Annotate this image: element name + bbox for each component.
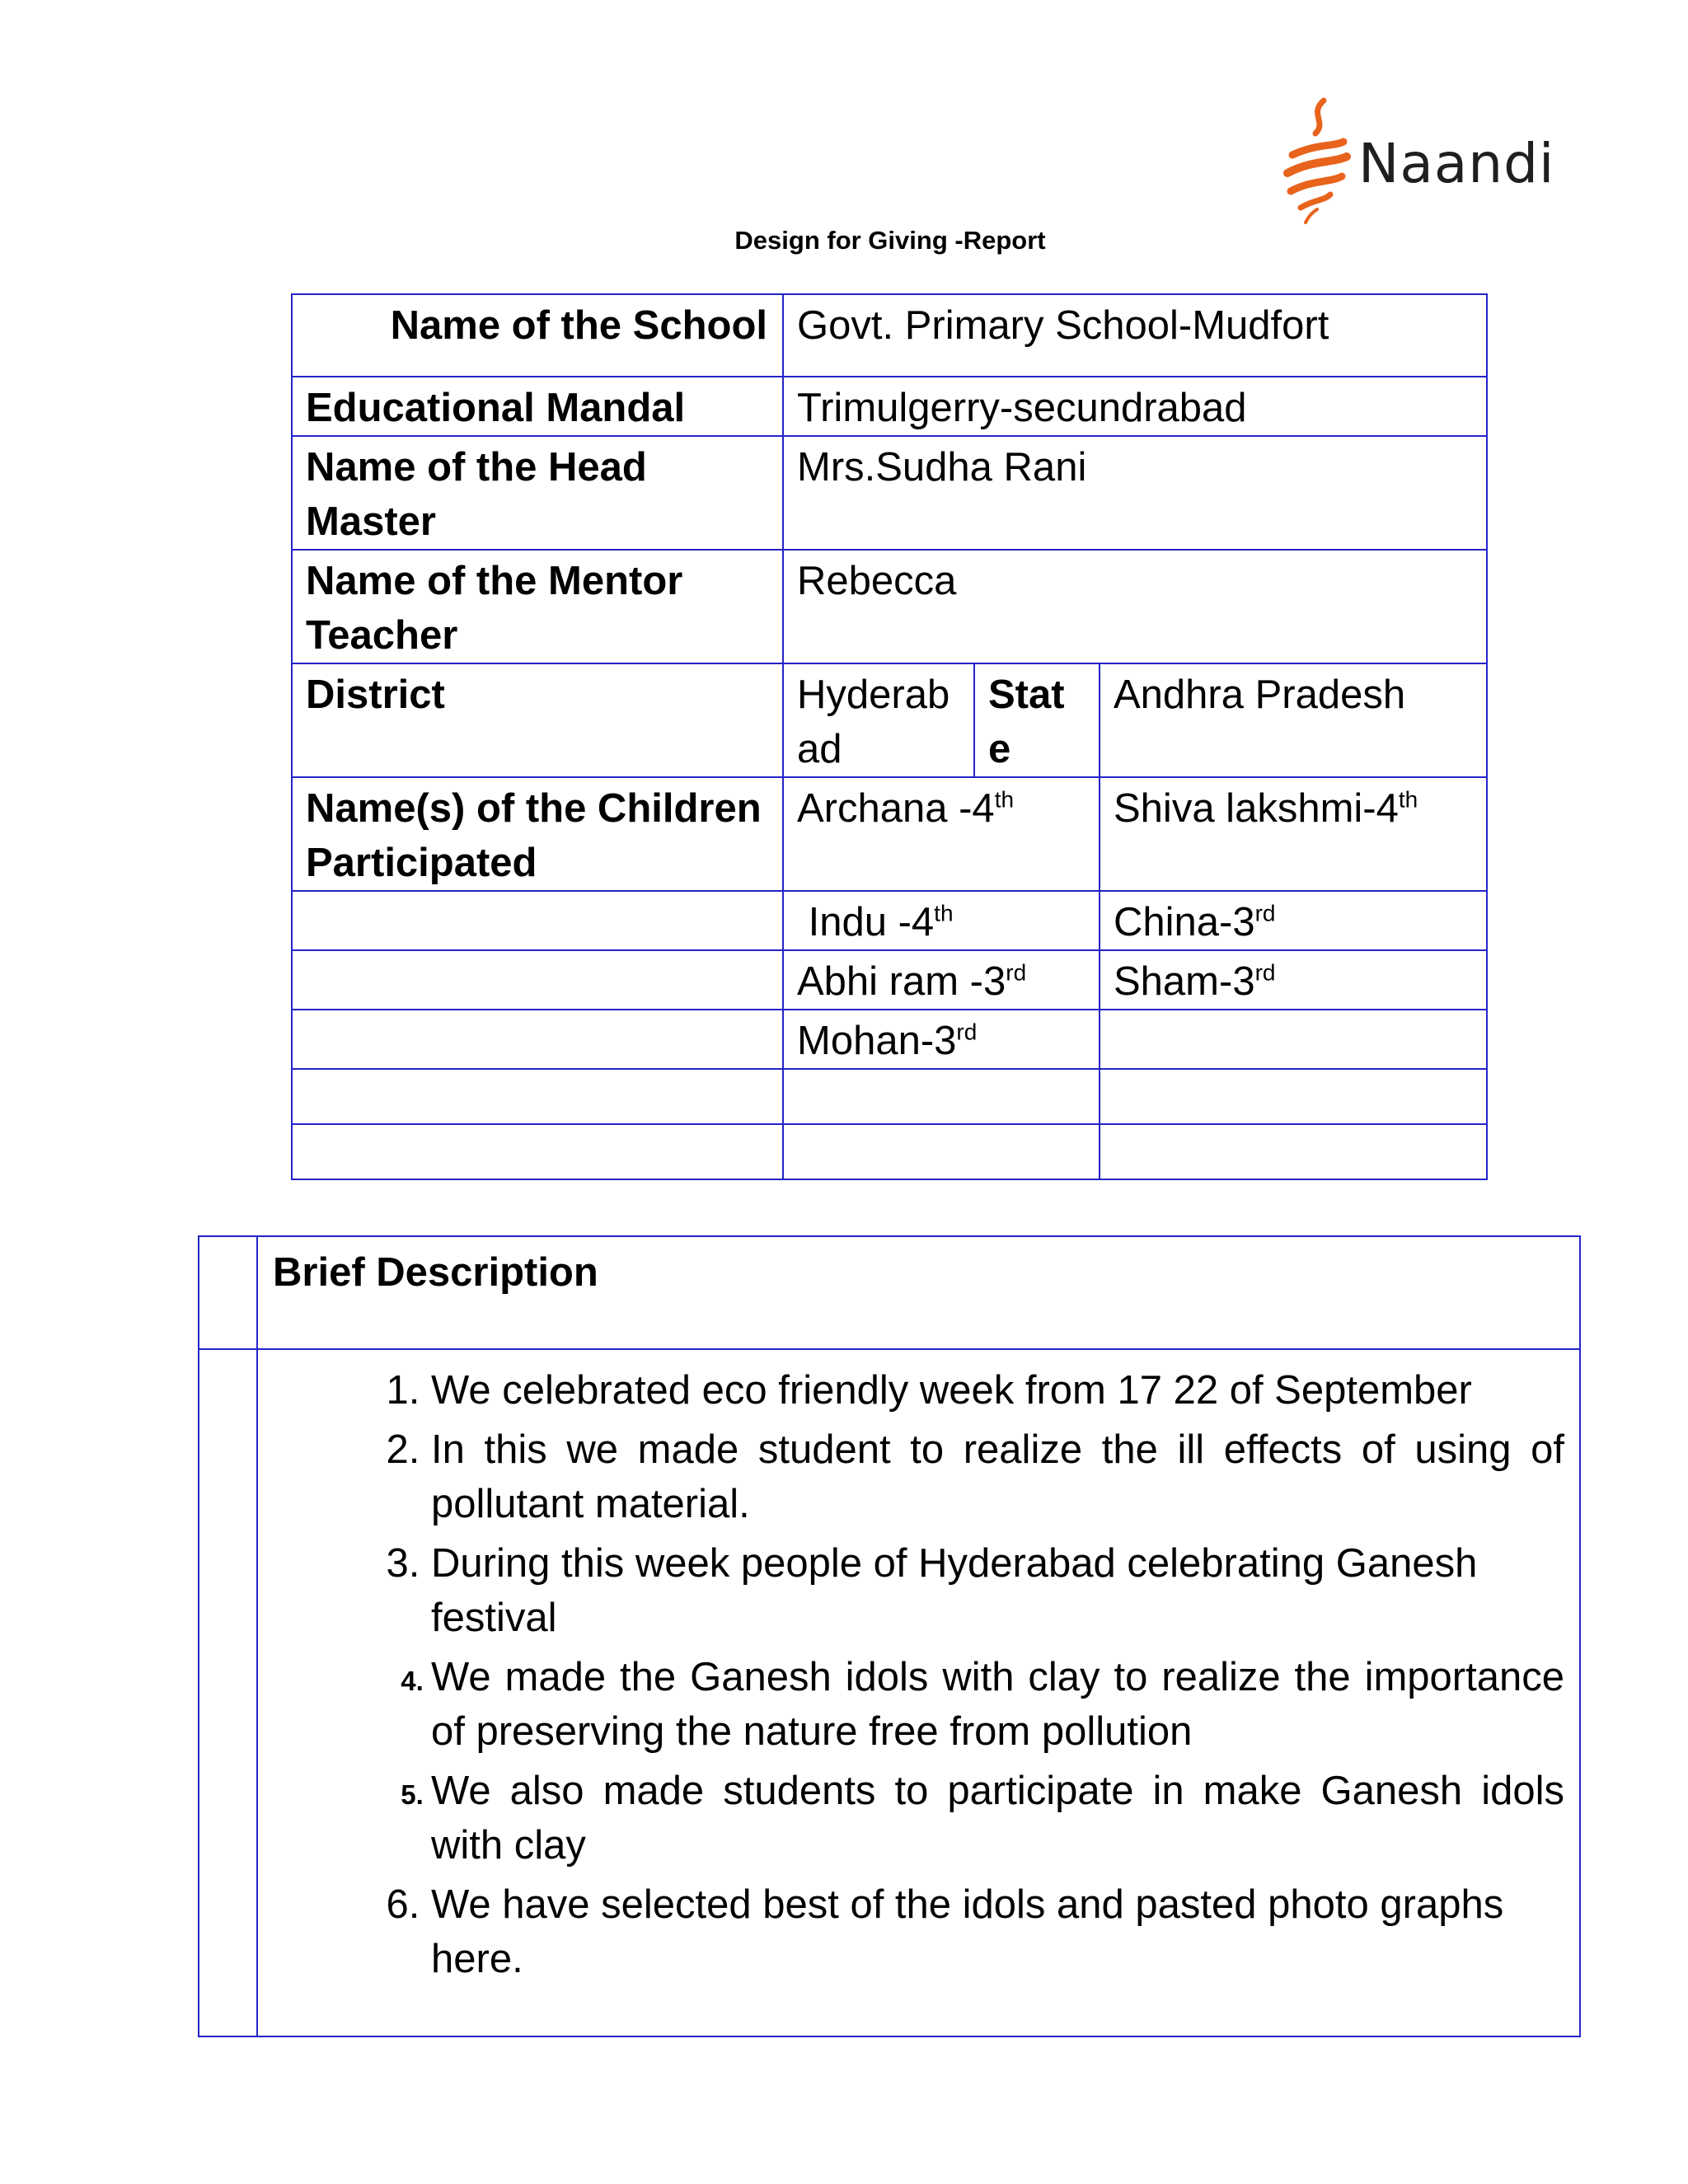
child-name — [783, 777, 1100, 891]
school-info-table — [291, 293, 1488, 1180]
mandal-value: Trimulgerry-secundrabad — [783, 377, 1487, 436]
list-item: 4. We made the Ganesh idols with clay to realize the importance of preserving the nature free from pollution — [431, 1650, 1564, 1759]
child-name-text: Abhi ram -3 — [797, 959, 1006, 1004]
district-value: Hyderabad — [783, 663, 974, 777]
list-item: 1. We celebrated eco friendly week from 17 22 of September — [431, 1363, 1564, 1418]
head-master-label: Name of the Head Master — [292, 436, 783, 550]
empty-row — [292, 1069, 1487, 1124]
children-label: Name(s) of the Children Participated — [292, 777, 783, 891]
child-name — [1100, 950, 1487, 1010]
grade-suffix: rd — [1254, 900, 1276, 926]
description-body-row — [199, 1349, 1580, 2036]
children-row — [292, 777, 1487, 891]
school-row — [292, 294, 1487, 377]
head-master-row — [292, 436, 1487, 550]
head-master-value: Mrs.Sudha Rani — [783, 436, 1487, 550]
school-label: Name of the School — [292, 294, 783, 377]
description-table — [198, 1235, 1581, 2037]
naandi-logo — [1276, 97, 1555, 229]
empty-cell — [292, 1069, 783, 1124]
empty-row — [292, 1124, 1487, 1179]
child-name — [783, 950, 1100, 1010]
empty-cell — [1100, 1069, 1487, 1124]
grade-suffix: th — [994, 786, 1015, 813]
child-name — [1100, 891, 1487, 950]
empty-cell — [292, 1124, 783, 1179]
empty-cell — [292, 891, 783, 950]
child-name — [783, 1010, 1100, 1069]
grade-suffix: rd — [1254, 959, 1276, 986]
children-row — [292, 1010, 1487, 1069]
logo-text: Naandi — [1358, 132, 1555, 195]
mentor-value: Rebecca — [783, 550, 1487, 663]
empty-cell — [292, 1010, 783, 1069]
grade-suffix: th — [1398, 786, 1418, 813]
child-name-text: Archana -4 — [797, 786, 995, 831]
district-label: District — [292, 663, 783, 777]
empty-cell — [783, 1124, 1100, 1179]
empty-cell — [1100, 1124, 1487, 1179]
description-heading: Brief Description — [257, 1236, 1580, 1349]
empty-cell — [1100, 1010, 1487, 1069]
state-value: Andhra Pradesh — [1100, 663, 1487, 777]
list-item: 3. During this week people of Hyderabad celebrating Ganesh festival — [431, 1536, 1564, 1645]
children-row — [292, 950, 1487, 1010]
empty-cell — [199, 1236, 257, 1349]
empty-cell — [292, 950, 783, 1010]
child-name-text: Sham-3 — [1114, 959, 1255, 1004]
mandal-label: Educational Mandal — [292, 377, 783, 436]
child-name-text: Indu -4 — [797, 900, 935, 944]
mandal-row — [292, 377, 1487, 436]
document-title: Design for Giving -Report — [734, 226, 1046, 255]
empty-cell — [783, 1069, 1100, 1124]
grade-suffix: rd — [1006, 959, 1027, 986]
empty-cell — [199, 1349, 257, 2036]
child-name-text: Shiva lakshmi-4 — [1114, 786, 1399, 831]
child-name — [1100, 777, 1487, 891]
children-row — [292, 891, 1487, 950]
description-header-row — [199, 1236, 1580, 1349]
list-item: 6. We have selected best of the idols and pasted photo graphs here. — [431, 1877, 1564, 1986]
district-row — [292, 663, 1487, 777]
grade-suffix: th — [934, 900, 954, 926]
list-item: 2. In this we made student to realize the ill effects of using of pollutant material. — [431, 1422, 1564, 1531]
grade-suffix: rd — [956, 1019, 978, 1045]
child-name — [783, 891, 1100, 950]
flame-icon — [1276, 97, 1358, 229]
description-body — [257, 1349, 1580, 2036]
state-label: State — [974, 663, 1100, 777]
child-name-text: China-3 — [1114, 900, 1255, 944]
list-item: 5. We also made students to participate in make Ganesh idols with clay — [431, 1764, 1564, 1872]
school-value: Govt. Primary School-Mudfort — [783, 294, 1487, 377]
child-name-text: Mohan-3 — [797, 1019, 957, 1063]
description-list — [258, 1363, 1564, 1986]
mentor-label: Name of the Mentor Teacher — [292, 550, 783, 663]
mentor-row — [292, 550, 1487, 663]
